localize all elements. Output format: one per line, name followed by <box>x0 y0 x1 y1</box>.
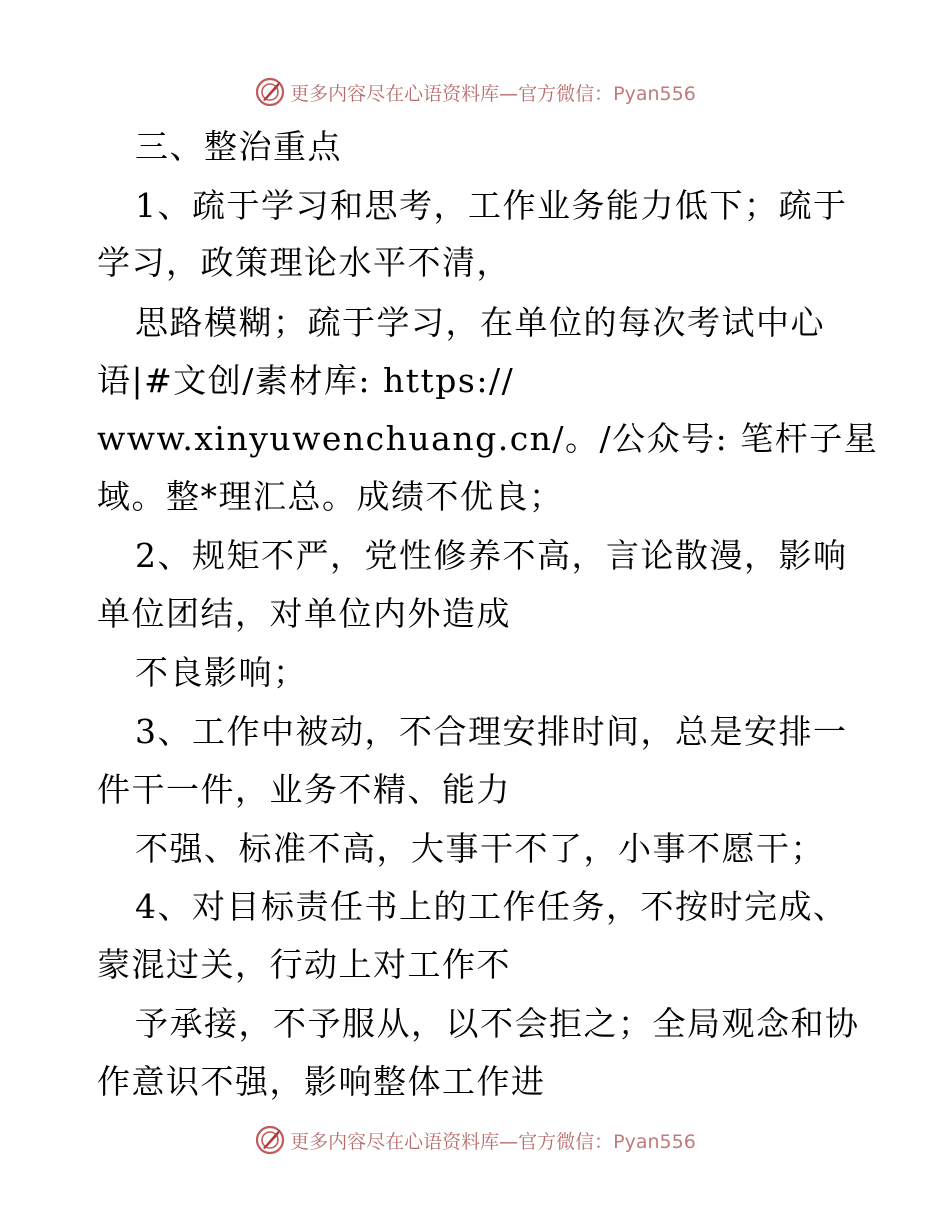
paragraph-line: 不强、标准不高，大事干不了，小事不愿干； <box>135 829 825 868</box>
footer-watermark <box>0 1120 950 1160</box>
paragraph-line: 2、规矩不严，党性修养不高，言论散漫，影响 <box>135 536 848 575</box>
paragraph-line: 3、工作中被动，不合理安排时间，总是安排一 <box>135 712 848 751</box>
paragraph-line: 作意识不强，影响整体工作进 <box>97 1062 546 1101</box>
paragraph-line: www.xinyuwenchuang.cn/。/公众号: 笔杆子星 <box>97 419 879 458</box>
paragraph-line: 件干一件，业务不精、能力 <box>97 770 511 809</box>
watermark-text: 更多内容尽在心语资料库—官方微信：Pyan556 <box>290 1130 696 1153</box>
quill-logo-icon <box>254 1124 286 1156</box>
paragraph-line: 域。整*理汇总。成绩不优良； <box>97 477 564 516</box>
paragraph-line: 学习，政策理论水平不清， <box>97 243 511 282</box>
paragraph-line: 蒙混过关，行动上对工作不 <box>97 945 511 984</box>
paragraph-line: 单位团结，对单位内外造成 <box>97 594 511 633</box>
watermark-text: 更多内容尽在心语资料库—官方微信：Pyan556 <box>290 82 696 105</box>
quill-logo-icon <box>254 76 286 108</box>
paragraph-line: 不良影响； <box>135 653 308 692</box>
header-watermark <box>0 72 950 112</box>
paragraph-line: 语|#文创/素材库: https:// <box>97 361 515 400</box>
paragraph-line: 思路模糊；疏于学习，在单位的每次考试中心 <box>135 303 825 342</box>
paragraph-line: 4、对目标责任书上的工作任务，不按时完成、 <box>135 887 848 926</box>
paragraph-line: 予承接，不予服从，以不会拒之；全局观念和协 <box>135 1004 860 1043</box>
paragraph-line: 1、疏于学习和思考，工作业务能力低下；疏于 <box>135 186 848 225</box>
section-heading: 三、整治重点 <box>135 127 342 166</box>
